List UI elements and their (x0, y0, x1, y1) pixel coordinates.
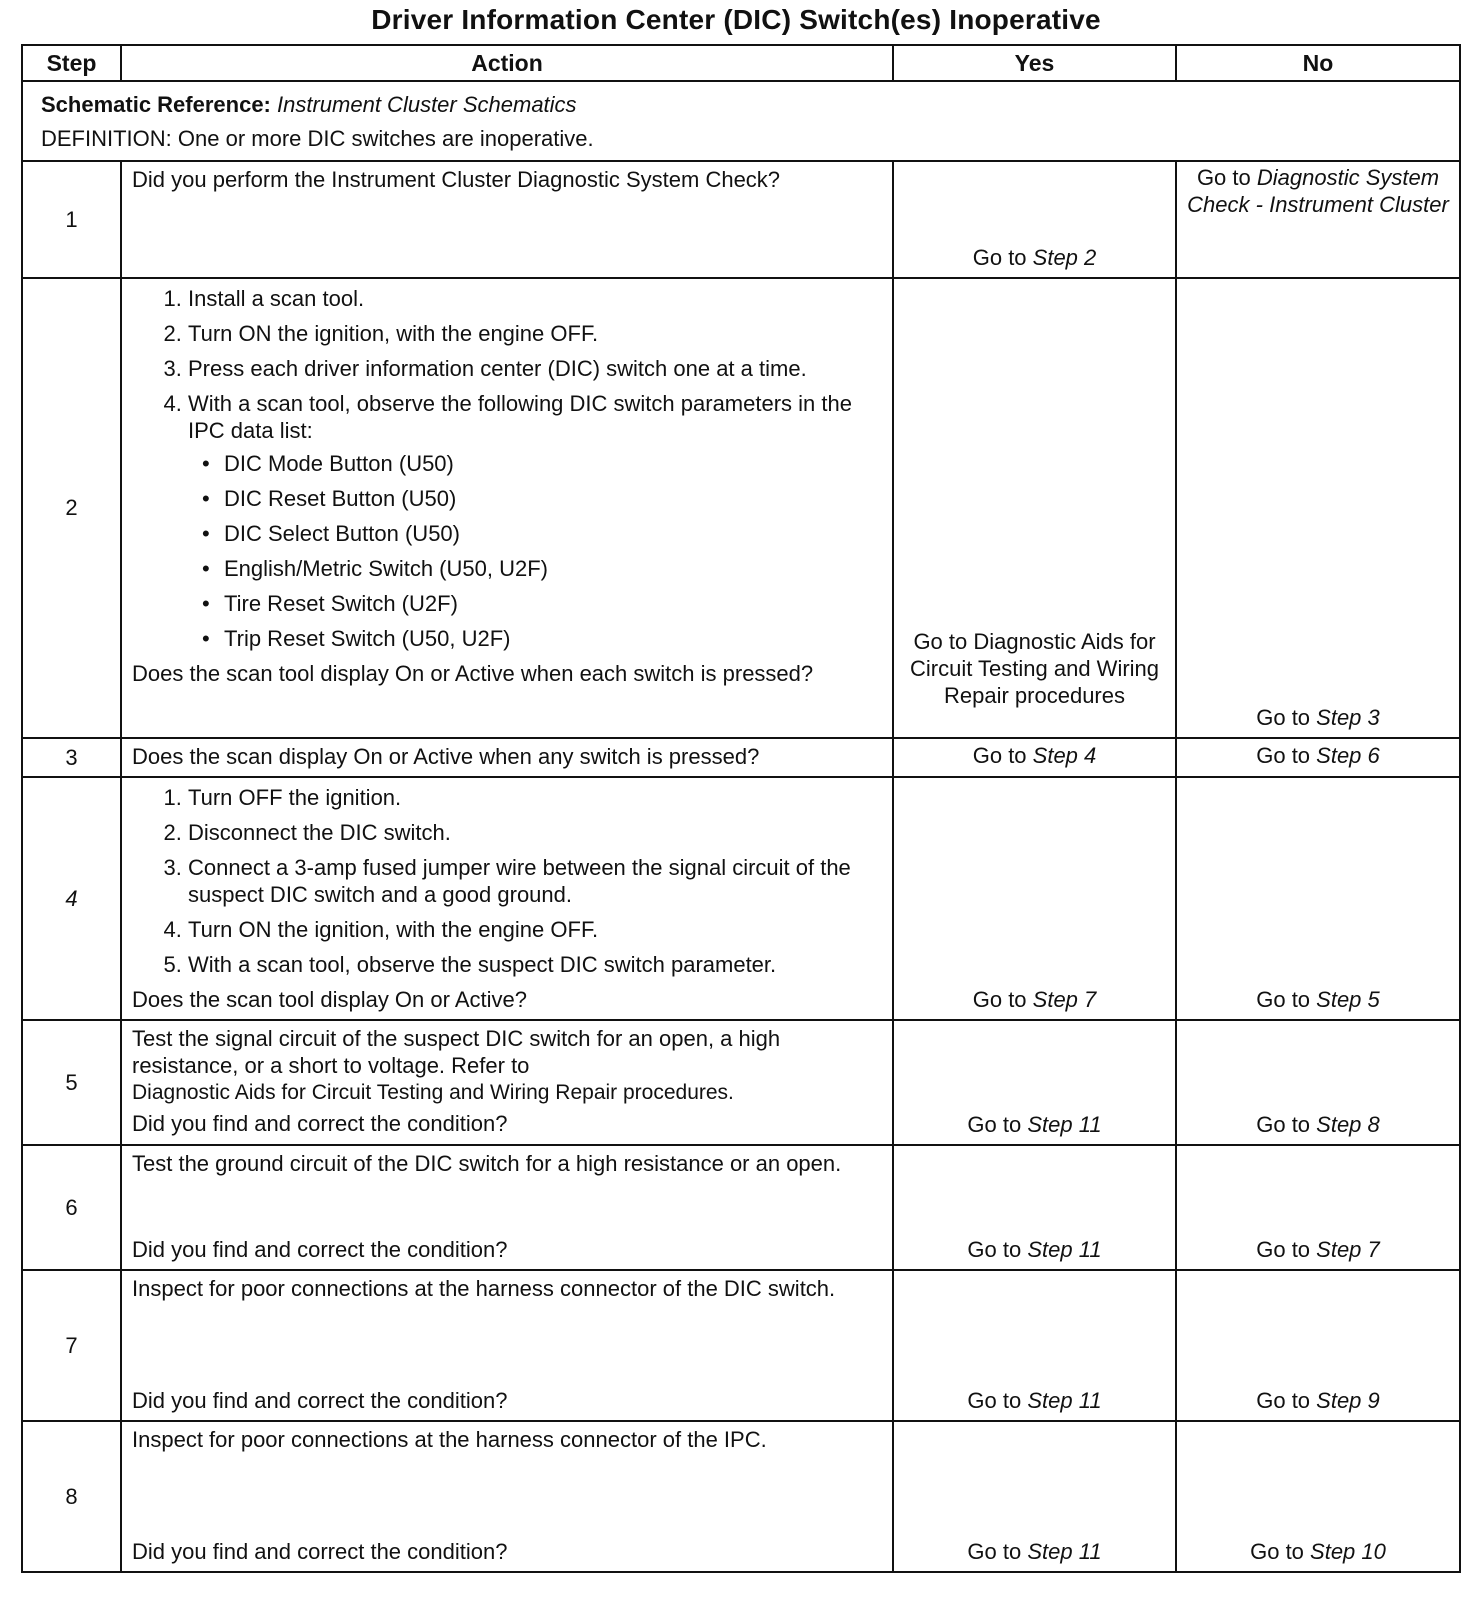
no-prefix: Go to (1256, 705, 1317, 730)
parameter-list (188, 450, 882, 652)
no-prefix: Go to (1256, 987, 1317, 1012)
list-item (188, 390, 882, 652)
no-cell (1176, 738, 1460, 777)
no-prefix: Go to (1196, 165, 1257, 190)
table-row (22, 161, 1460, 278)
yes-link[interactable]: Step 11 (1027, 1112, 1102, 1137)
action-cell (121, 1421, 893, 1572)
yes-cell (893, 777, 1176, 1020)
step-number: 8 (22, 1421, 121, 1572)
step-text: Test the ground circuit of the DIC switch for a high resistance or an open. (132, 1151, 842, 1176)
yes-cell (893, 278, 1176, 738)
reference-row (22, 81, 1460, 161)
list-item: 4. Turn ON the ignition, with the engine OFF. (188, 916, 882, 943)
reference-cell (22, 81, 1460, 161)
table-row (22, 777, 1460, 1020)
step-number: 1 (22, 161, 121, 278)
step-number: 3 (22, 738, 121, 777)
yes-link[interactable]: Step 11 (1027, 1388, 1102, 1413)
no-link[interactable]: Step 5 (1316, 987, 1380, 1012)
step-question: Did you find and correct the condition? (132, 1111, 508, 1136)
no-prefix: Go to (1256, 1112, 1317, 1137)
yes-prefix: Go to (972, 245, 1033, 270)
yes-cell (893, 1020, 1176, 1145)
no-link[interactable]: Step 7 (1316, 1237, 1380, 1262)
list-item: 1. Install a scan tool. (188, 285, 882, 312)
header-row (22, 45, 1460, 81)
yes-cell (893, 1421, 1176, 1572)
step-text: Test the signal circuit of the suspect DIC switch for an open, a high resistance, or a short to voltage. Refer to (132, 1026, 781, 1078)
list-item-text: With a scan tool, observe the following DIC switch parameters in the IPC data list: (188, 391, 852, 443)
table-row (22, 1421, 1460, 1572)
step-question: Did you find and correct the condition? (132, 1237, 508, 1262)
step-text: Inspect for poor connections at the harness connector of the IPC. (132, 1427, 767, 1452)
parameter-item: • DIC Reset Button (U50) (224, 485, 882, 512)
list-item: 1. Turn OFF the ignition. (188, 784, 882, 811)
yes-prefix: Go to (967, 1539, 1028, 1564)
parameter-item: • DIC Mode Button (U50) (224, 450, 882, 477)
no-link[interactable]: Step 6 (1316, 743, 1380, 768)
no-cell (1176, 777, 1460, 1020)
parameter-item: • Tire Reset Switch (U2F) (224, 590, 882, 617)
table-row (22, 278, 1460, 738)
step-question: Does the scan display On or Active when any switch is pressed? (132, 744, 760, 769)
no-link[interactable]: Step 8 (1316, 1112, 1380, 1137)
action-cell (121, 738, 893, 777)
yes-link[interactable]: Step 11 (1027, 1539, 1102, 1564)
table-row (22, 1145, 1460, 1270)
action-cell (121, 1145, 893, 1270)
action-cell (121, 1020, 893, 1145)
parameter-item: • DIC Select Button (U50) (224, 520, 882, 547)
yes-cell (893, 161, 1176, 278)
schematic-reference (41, 88, 1441, 122)
procedure-list (132, 784, 882, 978)
step-question: Does the scan tool display On or Active when each switch is pressed? (132, 661, 814, 686)
action-cell (121, 161, 893, 278)
no-prefix: Go to (1256, 743, 1317, 768)
yes-prefix: Go to (972, 987, 1033, 1012)
table-row (22, 1270, 1460, 1421)
list-item: 3. Connect a 3-amp fused jumper wire between the signal circuit of the suspect DIC switch and a good ground. (188, 854, 882, 908)
yes-cell (893, 738, 1176, 777)
step-number: 5 (22, 1020, 121, 1145)
diagnostic-table (21, 44, 1461, 1573)
schematic-reference-link[interactable]: Instrument Cluster Schematics (277, 92, 577, 117)
parameter-item: • Trip Reset Switch (U50, U2F) (224, 625, 882, 652)
header-step: Step (22, 45, 121, 81)
header-yes: Yes (893, 45, 1176, 81)
action-cell (121, 278, 893, 738)
header-action: Action (121, 45, 893, 81)
yes-link[interactable]: Step 11 (1027, 1237, 1102, 1262)
no-link[interactable]: Step 10 (1310, 1539, 1386, 1564)
yes-cell (893, 1270, 1176, 1421)
list-item: 3. Press each driver information center (DIC) switch one at a time. (188, 355, 882, 382)
definition: DEFINITION: One or more DIC switches are inoperative. (41, 126, 594, 151)
no-cell (1176, 278, 1460, 738)
no-prefix: Go to (1250, 1539, 1311, 1564)
schematic-reference-label: Schematic Reference: (41, 92, 271, 117)
header-no: No (1176, 45, 1460, 81)
yes-text[interactable]: Go to Diagnostic Aids for Circuit Testing and Wiring Repair procedures (909, 629, 1160, 708)
list-item: 5. With a scan tool, observe the suspect DIC switch parameter. (188, 951, 882, 978)
yes-prefix: Go to (972, 743, 1033, 768)
procedure-list (132, 285, 882, 652)
yes-link[interactable]: Step 2 (1032, 245, 1097, 270)
no-prefix: Go to (1256, 1388, 1317, 1413)
action-cell (121, 1270, 893, 1421)
no-link[interactable]: Step 9 (1316, 1388, 1380, 1413)
no-prefix: Go to (1256, 1237, 1317, 1262)
no-cell (1176, 1270, 1460, 1421)
yes-link[interactable]: Step 4 (1032, 743, 1097, 768)
no-cell (1176, 161, 1460, 278)
page-title: Driver Information Center (DIC) Switch(es) Inoperative (371, 4, 1101, 35)
list-item: 2. Turn ON the ignition, with the engine OFF. (188, 320, 882, 347)
step-number: 2 (22, 278, 121, 738)
no-link[interactable]: Diagnostic System Check - Instrument Cluster (1187, 165, 1449, 217)
step-question: Does the scan tool display On or Active? (132, 987, 527, 1012)
table-row (22, 738, 1460, 777)
no-cell (1176, 1145, 1460, 1270)
table-row (22, 1020, 1460, 1145)
no-link[interactable]: Step 3 (1316, 705, 1380, 730)
parameter-item: • English/Metric Switch (U50, U2F) (224, 555, 882, 582)
step-number: 6 (22, 1145, 121, 1270)
step-number: 4 (22, 777, 121, 1020)
step-question: Did you find and correct the condition? (132, 1388, 508, 1413)
yes-prefix: Go to (967, 1388, 1028, 1413)
yes-prefix: Go to (967, 1237, 1028, 1262)
yes-prefix: Go to (967, 1112, 1028, 1137)
list-item: 2. Disconnect the DIC switch. (188, 819, 882, 846)
no-cell (1176, 1020, 1460, 1145)
step-question: Did you perform the Instrument Cluster Diagnostic System Check? (132, 167, 781, 192)
yes-link[interactable]: Step 7 (1032, 987, 1097, 1012)
no-cell (1176, 1421, 1460, 1572)
yes-cell (893, 1145, 1176, 1270)
step-number: 7 (22, 1270, 121, 1421)
step-question: Did you find and correct the condition? (132, 1539, 508, 1564)
action-cell (121, 777, 893, 1020)
step-text: Inspect for poor connections at the harness connector of the DIC switch. (132, 1276, 836, 1301)
step-text-reference[interactable]: Diagnostic Aids for Circuit Testing and Wiring Repair procedures. (132, 1081, 734, 1104)
